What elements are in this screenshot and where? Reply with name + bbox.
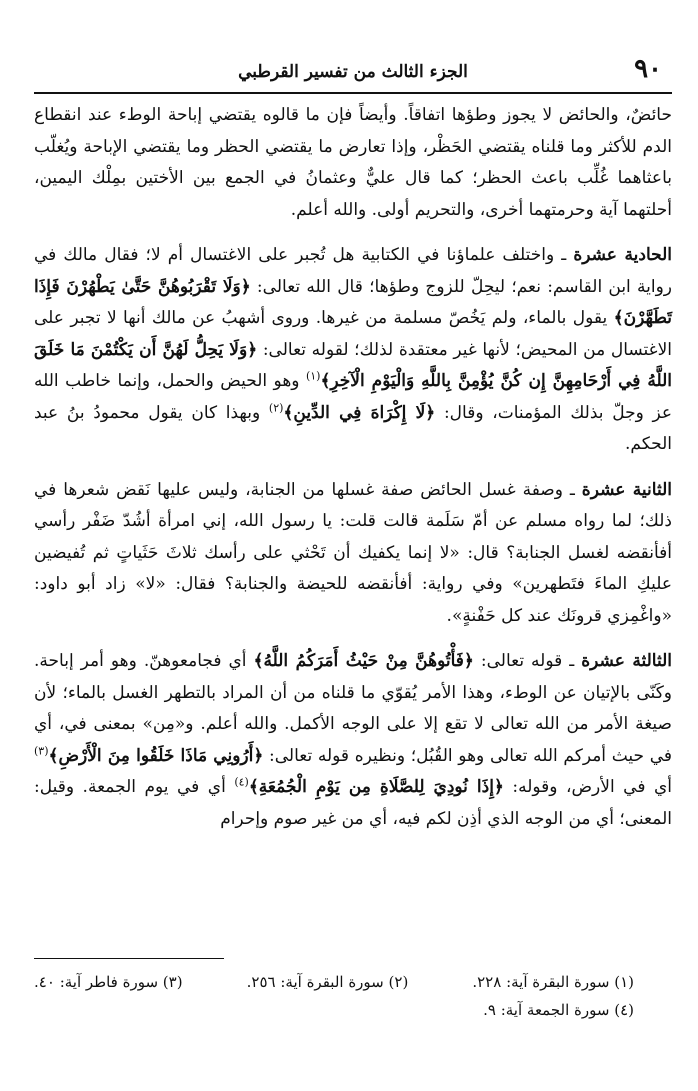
paragraph-3 — [34, 475, 672, 633]
paragraph-1 — [34, 100, 672, 226]
quran-quote: ﴿وَلَا تَقْرَبُوهُنَّ حَتَّىٰ يَطْهُرْنَ فَإِذَا تَطَهَّرْنَ﴾ — [34, 276, 672, 328]
body-text-run: ـ وصفة غسل الحائض صفة غسلها من الجنابة، وليس عليها نَقض شعرها في ذلك؛ لما رواه مسلم عن أمّ سَلَمة قالت قلت: يا رسول الله، إني امرأة أشُدّ ضَفْر رأسي أفأنقضه لغسل الجنابة؟ قال: «لا إنما يكفيك أن تَحْثي على رأسك ثلاثَ حَثَياتٍ ثم تُفيضين عليكِ الماءَ فتَطهرين» وفي رواية: أفأنقضه للحيضة والجنابة؟ فقال: «لا» زاد أبو داود: «واغْمِزي قرونَك عند كل حَفْنةٍ». — [34, 479, 672, 626]
section-heading: الثالثة عشرة — [581, 651, 672, 671]
footnotes — [34, 968, 634, 1024]
footnote-row-1 — [34, 968, 634, 996]
footnote-row-2 — [34, 996, 634, 1024]
footnote-2: (٢) سورة البقرة آية: ٢٥٦. — [246, 973, 409, 991]
section-heading: الحادية عشرة — [573, 245, 672, 265]
body-text-run: وبهذا كان يقول محمودُ بنُ عبد الحكم. — [34, 402, 672, 454]
body-text-run: ـ واختلف علماؤنا في الكتابية هل تُجبر على الاغتسال أم لا؛ فقال مالك في رواية ابن القاسم: نعم؛ ليحِلّ للزوج وطؤها؛ قال الله تعالى: — [34, 245, 672, 297]
body-text-run: أي في الأرض، وقوله: — [503, 777, 672, 797]
footnote-divider — [34, 958, 224, 959]
section-heading: الثانية عشرة — [581, 479, 672, 500]
body-text — [34, 100, 672, 835]
quran-quote: ﴿أَرُونِي مَاذَا خَلَقُوا مِنَ الْأَرْضِ﴾ — [48, 745, 264, 766]
paragraph-2 — [34, 240, 672, 461]
quran-quote: ﴿وَلَا يَحِلُّ لَهُنَّ أَن يَكْتُمْنَ مَا خَلَقَ اللَّهُ فِي أَرْحَامِهِنَّ إِن كُنَّ يُؤْمِنَّ بِاللَّهِ وَالْيَوْمِ الْآخِرِ﴾ — [34, 339, 672, 391]
quran-quote: ﴿لَا إِكْرَاهَ فِي الدِّينِ﴾ — [283, 402, 436, 423]
body-text-run: ـ قوله تعالى: — [473, 651, 582, 671]
paragraph-4 — [34, 646, 672, 835]
quran-quote: ﴿فَأْتُوهُنَّ مِنْ حَيْثُ أَمَرَكُمُ اللَّهُ﴾ — [253, 651, 474, 671]
body-text-run: أي في يوم الجمعة. وقيل: المعنى؛ أي من الوجه الذي أذِن لكم فيه، أي من غير صوم وإحرام — [34, 777, 672, 829]
footnote-ref: (١) — [305, 369, 321, 383]
body-text-run: يقول بالماء، ولم يَخُصّ مسلمة من غيرها. وروى أشهبُ عن مالك أنها لا تجبر على الاغتسال من المحيض؛ لأنها غير معتقدة لذلك؛ لقوله تعالى: — [34, 308, 672, 360]
footnote-ref: (٢) — [268, 400, 284, 414]
footnote-3: (٣) سورة فاطر آية: ٤٠. — [34, 973, 183, 991]
page-number: ٩٠ — [634, 54, 662, 84]
running-title: الجزء الثالث من تفسير القرطبي — [238, 62, 468, 82]
footnote-4: (٤) سورة الجمعة آية: ٩. — [483, 1001, 634, 1019]
quran-quote: ﴿إِذَا نُودِيَ لِلصَّلَاةِ مِن يَوْمِ الْجُمُعَةِ﴾ — [248, 777, 504, 797]
body-text-run: أي فجامعوهنّ. وهو أمر إباحة. وكَنّى بالإتيان عن الوطء، وهذا الأمر يُقوّي ما قلناه من أن المراد بالتطهر الغسل بالماء؛ لأن صيغة الأمر من الله تعالى لا تقع إلا على الوجه الأكمل. والله أعلم. و«مِن» بمعنى في، أي في حيث أمركم الله تعالى وهو القُبُل؛ ونظيره قوله تعالى: — [34, 651, 673, 766]
footnote-1: (١) سورة البقرة آية: ٢٢٨. — [472, 973, 634, 991]
body-text-run: حائضٌ، والحائض لا يجوز وطؤها اتفاقاً. وأيضاً فإن ما قالوه يقتضي إباحة الوطء عند انقطاع الدم للأكثر وما قلناه يقتضي الحَظْر، وإذا تعارض ما يقتضي الحظر وما يقتضي الإباحة ويُغلّب باعثاهما غُلِّب باعث الحظر؛ كما قال عليٌّ وعثمانُ في الجمع بين الأختين بمِلْك اليمين، أحلتهما آية وحرمتهما أخرى، والتحريم أولى. والله أعلم. — [34, 105, 672, 220]
body-text-run: وهو الحيض والحمل، وإنما خاطب الله عز وجلّ بذلك المؤمنات، وقال: — [34, 371, 672, 423]
page-header — [34, 52, 672, 94]
footnote-ref: (٤) — [234, 775, 249, 789]
book-page — [34, 52, 672, 849]
footnote-ref: (٣) — [34, 743, 49, 757]
